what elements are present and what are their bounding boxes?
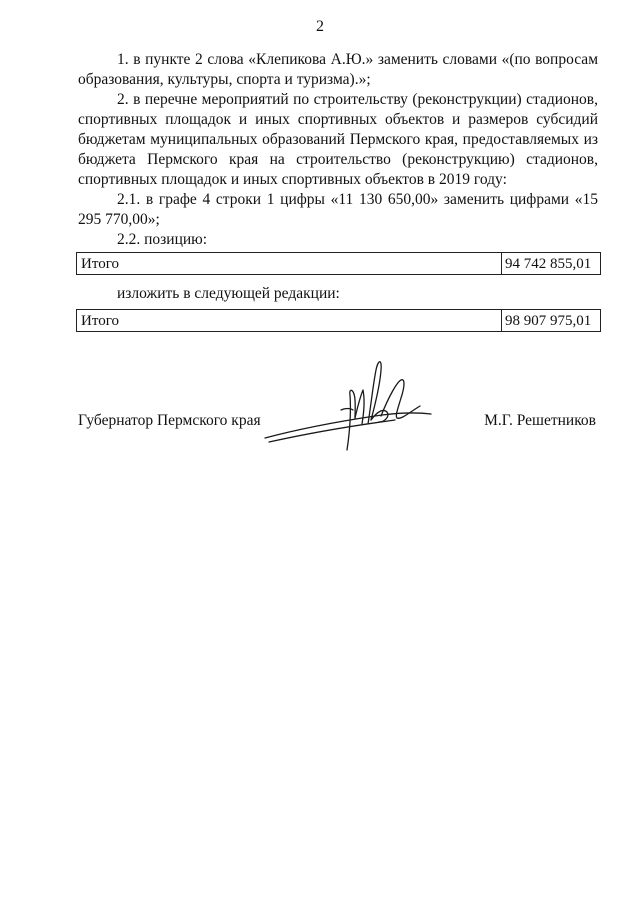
signature-block xyxy=(78,410,598,435)
signer-title: Губернатор Пермского края xyxy=(78,412,261,429)
revision-instruction: изложить в следующей редакции: xyxy=(117,285,340,302)
total-row-old xyxy=(76,252,601,275)
document-body xyxy=(78,50,598,250)
total-value-new: 98 907 975,01 xyxy=(501,310,600,331)
signer-name: М.Г. Решетников xyxy=(484,412,596,429)
handwritten-signature-icon xyxy=(255,350,435,460)
paragraph-1: 1. в пункте 2 слова «Клепикова А.Ю.» заменить словами «(по вопросам образования, культуры, спорта и туризма).»; xyxy=(78,51,598,88)
paragraph-2-2: 2.2. позицию: xyxy=(117,231,208,248)
paragraph-2: 2. в перечне мероприятий по строительству (реконструкции) стадионов, спортивных площадок и иных спортивных объектов и размеров субсидий бюджетам муниципальных образований Пермского края, предоставляемых из бюджета Пермского края на строительство (реконструкцию) стадионов, спортивных площадок и иных спортивных объектов в 2019 году: xyxy=(78,91,598,188)
total-label-old: Итого xyxy=(81,256,119,272)
total-value-old: 94 742 855,01 xyxy=(501,253,600,274)
page-number: 2 xyxy=(316,18,324,35)
paragraph-2-1: 2.1. в графе 4 строки 1 цифры «11 130 650,00» заменить цифрами «15 295 770,00»; xyxy=(78,191,598,228)
total-row-new xyxy=(76,309,601,332)
total-label-new: Итого xyxy=(81,313,119,329)
